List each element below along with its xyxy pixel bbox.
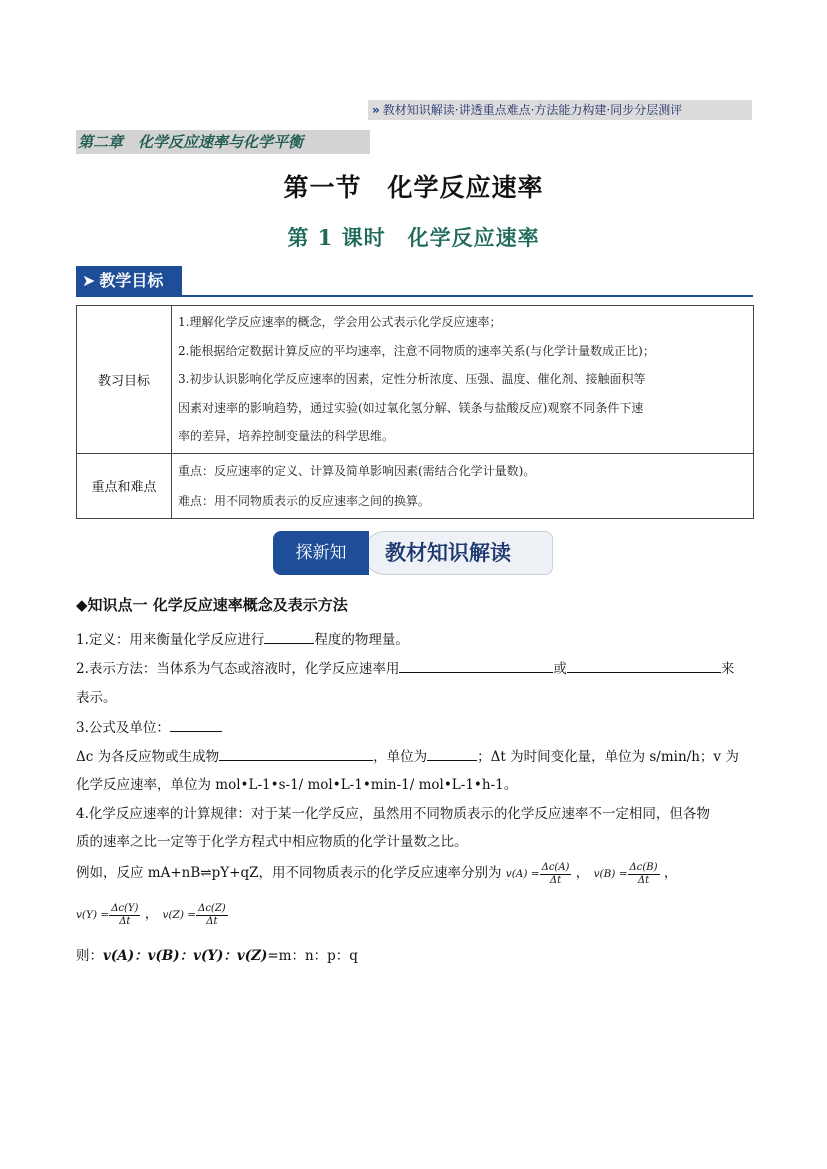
text-line-method <box>76 657 756 677</box>
double-chevron-icon: » <box>372 103 380 117</box>
fill-blank <box>567 658 721 673</box>
goal-line-5: 率的差异，培养控制变量法的科学思维。 <box>178 429 395 443</box>
text-line-definition <box>76 628 756 648</box>
text-line-example <box>76 861 756 887</box>
keypoint-line-1: 重点：反应速率的定义、计算及简单影响因素(需结合化学计量数)。 <box>178 463 536 478</box>
formula-lhs: v(A) = <box>505 868 540 880</box>
separator: ， <box>144 906 159 922</box>
text-segment: 2.表示方法：当体系为气态或溶液时，化学反应速率用 <box>76 661 400 677</box>
text-segment: 程度的物理量。 <box>314 632 409 648</box>
denominator: Δt <box>119 915 131 927</box>
keypoint-line-2: 难点：用不同物质表示的反应速率之间的换算。 <box>178 493 431 508</box>
separator: ， <box>663 865 678 881</box>
text-line-example-2 <box>76 902 756 928</box>
section-title: 第一节 化学反应速率 <box>283 173 544 202</box>
formula-lhs: v(Z) = <box>162 909 197 921</box>
text-segment: Δc 为各反应物或生成物 <box>76 749 220 765</box>
fraction <box>628 862 660 887</box>
explore-banner <box>273 531 553 575</box>
table-row <box>77 306 754 454</box>
text-line-units: 化学反应速率，单位为 mol•L-1•s-1/ mol•L-1•min-1/ mol•L-1•h-1。 <box>76 777 518 793</box>
fill-blank <box>427 746 477 761</box>
text-segment: ，单位为 <box>373 749 428 765</box>
top-banner <box>368 100 752 120</box>
text-segment: 例如，反应 mA+nB⇌pY+qZ，用不同物质表示的化学反应速率分别为 <box>76 865 502 881</box>
goal-line-2: 2.能根据给定数据计算反应的平均速率，注意不同物质的速率关系(与化学计量数成正比)； <box>178 343 655 358</box>
text-segment: 来 <box>720 661 735 677</box>
text-line-formula <box>76 716 756 736</box>
goals-table <box>76 305 754 519</box>
knowledge-point-heading: ◆知识点一 化学反应速率概念及表示方法 <box>76 596 348 614</box>
text-segment: 3.公式及单位： <box>76 720 170 736</box>
fill-blank <box>170 717 222 732</box>
explore-banner-right-label: 教材知识解读 <box>385 541 511 565</box>
formula-lhs: v(B) = <box>593 868 628 880</box>
text-line-ratio <box>76 944 756 964</box>
numerator: Δc(Y) <box>111 902 139 914</box>
text-line-rule-2: 质的速率之比一定等于化学方程式中相应物质的化学计量数之比。 <box>76 834 468 850</box>
keypoints-label: 重点和难点 <box>77 453 172 518</box>
text-segment: 则： <box>76 948 103 964</box>
goals-heading <box>76 266 182 295</box>
goal-line-4: 因素对速率的影响趋势，通过实验(如过氧化氢分解、镁条与盐酸反应)观察不同条件下速 <box>178 400 644 415</box>
arrow-right-icon: ➤ <box>82 271 96 290</box>
goal-line-1: 1.理解化学反应速率的概念，学会用公式表示化学反应速率； <box>178 315 502 329</box>
chapter-title: 第二章 化学反应速率与化学平衡 <box>76 130 370 154</box>
lesson-title: 第 1 课时 化学反应速率 <box>287 225 540 250</box>
numerator: Δc(Z) <box>198 902 226 914</box>
goals-content <box>172 306 754 454</box>
goals-label: 教习目标 <box>77 306 172 454</box>
formula-lhs: v(Y) = <box>76 909 110 921</box>
fill-blank <box>264 629 314 644</box>
goals-heading-label: 教学目标 <box>99 271 164 290</box>
denominator: Δt <box>206 915 218 927</box>
numerator: Δc(A) <box>541 861 570 873</box>
ratio-expression: v(A)：v(B)：v(Y)：v(Z) <box>103 948 268 964</box>
goal-line-3: 3.初步认识影响化学反应速率的因素，定性分析浓度、压强、温度、催化剂、接触面积等 <box>178 372 646 386</box>
fraction <box>196 903 228 928</box>
fraction <box>109 903 140 928</box>
explore-banner-right <box>363 531 553 575</box>
text-line-rule-1: 4.化学反应速率的计算规律：对于某一化学反应，虽然用不同物质表示的化学反应速率不一定相同，但各物 <box>76 806 710 822</box>
explore-banner-left: 探新知 <box>273 531 369 575</box>
fill-blank <box>399 658 553 673</box>
banner-text: 教材知识解读·讲透重点难点·方法能力构建·同步分层测评 <box>382 103 683 117</box>
text-line-delta-c <box>76 745 756 765</box>
fraction <box>540 862 572 887</box>
table-row <box>77 453 754 518</box>
separator: ， <box>575 865 590 881</box>
text-segment: 或 <box>553 661 567 677</box>
keypoints-content <box>172 453 754 518</box>
text-segment: 1.定义：用来衡量化学反应进行 <box>76 632 265 648</box>
goals-divider <box>76 295 753 297</box>
text-segment: ；Δt 为时间变化量，单位为 s/min/h；v 为 <box>477 749 739 765</box>
denominator: Δt <box>549 874 562 886</box>
text-line-method-end: 表示。 <box>76 690 117 706</box>
fill-blank <box>219 746 373 761</box>
text-segment: =m：n：p：q <box>267 948 358 964</box>
denominator: Δt <box>637 874 650 886</box>
numerator: Δc(B) <box>629 861 658 873</box>
